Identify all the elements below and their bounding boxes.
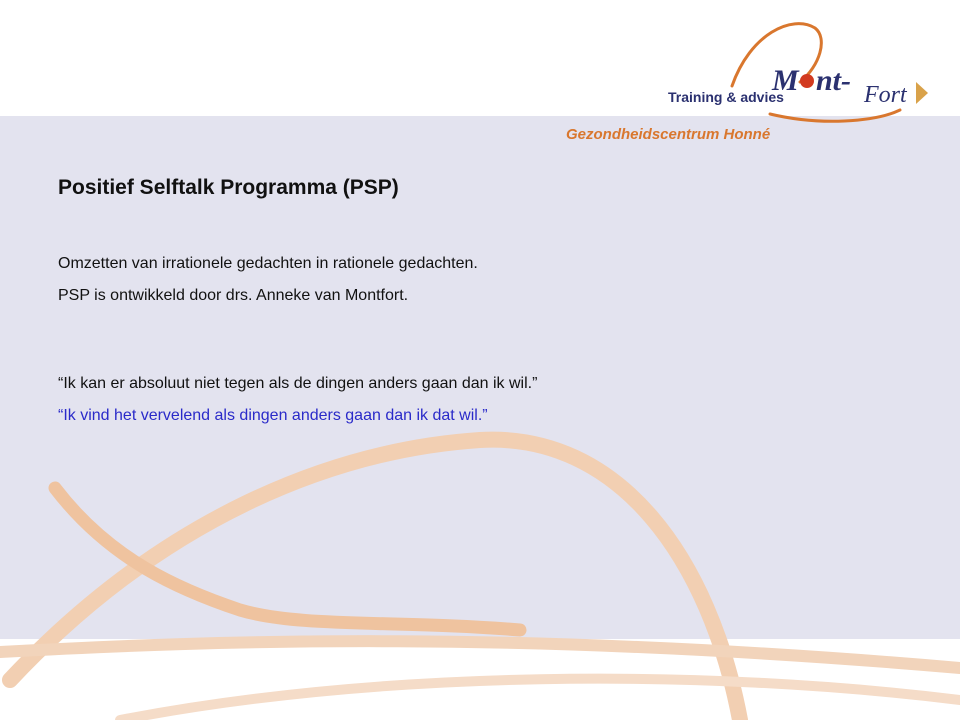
slide-title: Positief Selftalk Programma (PSP): [58, 176, 399, 199]
header-subtitle: Gezondheidscentrum Honné: [566, 126, 771, 143]
body-line: Omzetten van irrationele gedachten in rationele gedachten.: [58, 255, 478, 272]
logo-underline: [770, 110, 900, 121]
quote-irrational: “Ik kan er absoluut niet tegen als de dingen anders gaan dan ik wil.”: [58, 375, 538, 392]
logo-tagline: Training & advies: [668, 89, 784, 105]
quote-rational: “Ik vind het vervelend als dingen anders gaan dan ik dat wil.”: [58, 407, 488, 424]
logo-brand-fort: Fort: [864, 82, 907, 108]
swoosh-lower: [120, 679, 960, 720]
logo-brand-m: M: [772, 64, 799, 97]
montfort-logo: [660, 14, 950, 126]
body-line: PSP is ontwikkeld door drs. Anneke van Montfort.: [58, 287, 409, 304]
swoosh-bottom: [0, 641, 960, 668]
logo-arrow-icon: [916, 82, 928, 104]
swoosh-loop: [55, 488, 520, 630]
logo-brand-nt: nt-: [816, 64, 852, 97]
logo-dot: [800, 74, 814, 88]
